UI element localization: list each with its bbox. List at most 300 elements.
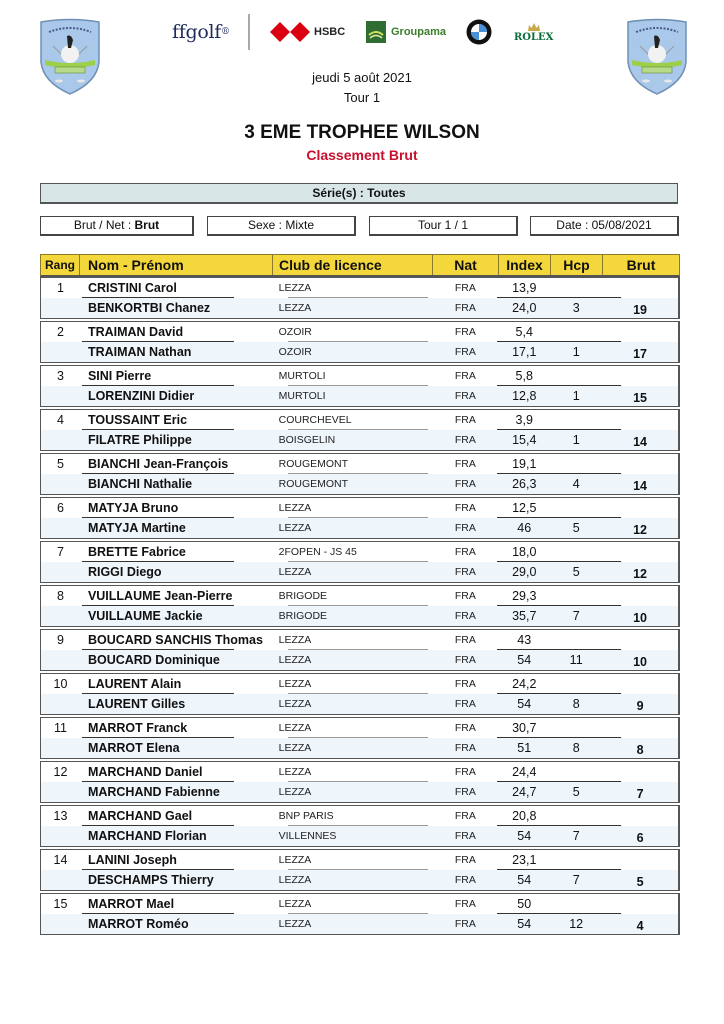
rank-cell — [41, 738, 80, 758]
table-row — [41, 454, 678, 474]
nationality-cell: FRA — [454, 918, 476, 930]
player-name-cell: MARCHAND Gael — [87, 809, 193, 823]
rank-cell: 15 — [53, 897, 68, 911]
club-cell: MURTOLI — [278, 390, 326, 402]
player-name-cell: MATYJA Bruno — [87, 501, 179, 515]
club-cell: ROUGEMONT — [278, 458, 349, 470]
player-name-cell: LANINI Joseph — [87, 853, 177, 867]
club-cell: OZOIR — [278, 326, 312, 338]
player-name-cell: VUILLAUME Jackie — [87, 609, 203, 623]
handicap-cell — [550, 630, 602, 650]
handicap-cell — [550, 410, 602, 430]
nationality-cell: FRA — [454, 370, 476, 382]
row-divider — [82, 693, 234, 694]
brut-score-cell — [602, 542, 678, 562]
table-row — [41, 850, 678, 870]
nationality-cell: FRA — [454, 830, 476, 842]
table-row — [41, 674, 678, 694]
handicap-cell: 3 — [572, 301, 580, 315]
handicap-cell: 4 — [572, 477, 580, 491]
player-name-cell: BIANCHI Jean-François — [87, 457, 229, 471]
index-cell: 24,4 — [512, 765, 537, 779]
table-row — [41, 718, 678, 738]
club-cell: MURTOLI — [278, 370, 326, 382]
team-group — [40, 277, 680, 319]
nationality-cell: FRA — [454, 502, 476, 514]
brut-score-cell: 19 — [633, 303, 648, 317]
table-row — [41, 606, 678, 626]
row-divider — [288, 605, 428, 606]
player-name-cell: MARCHAND Fabienne — [87, 785, 220, 799]
rank-cell — [41, 826, 80, 846]
filter-brut-net-value: Brut — [134, 218, 160, 232]
row-divider — [288, 869, 428, 870]
rank-cell — [41, 694, 80, 714]
row-divider — [288, 429, 428, 430]
row-divider — [497, 341, 621, 342]
series-bar: Série(s) : Toutes — [40, 183, 678, 204]
index-cell: 30,7 — [512, 721, 537, 735]
club-cell: LEZZA — [278, 854, 312, 866]
registered-mark: ® — [220, 27, 230, 37]
rolex-logo — [514, 12, 553, 52]
brut-score-cell — [602, 894, 678, 914]
row-divider — [497, 561, 621, 562]
index-cell: 3,9 — [515, 413, 533, 427]
nationality-cell: FRA — [454, 766, 476, 778]
row-divider — [288, 781, 428, 782]
row-divider — [82, 473, 234, 474]
groupama-icon — [366, 21, 386, 43]
club-cell: VILLENNES — [278, 830, 337, 842]
nationality-cell: FRA — [454, 654, 476, 666]
player-name-cell: BOUCARD SANCHIS Thomas — [87, 633, 263, 647]
player-name-cell: BRETTE Fabrice — [87, 545, 186, 559]
handicap-cell — [550, 762, 602, 782]
bmw-logo — [466, 12, 492, 52]
team-group — [40, 409, 680, 451]
table-row — [41, 298, 678, 318]
groupama-logo — [366, 12, 446, 52]
handicap-cell — [550, 586, 602, 606]
row-divider — [82, 649, 234, 650]
brut-score-cell: 10 — [633, 611, 648, 625]
table-row — [41, 366, 678, 386]
rank-cell: 3 — [56, 369, 64, 383]
rank-cell — [41, 474, 80, 494]
row-divider — [497, 737, 621, 738]
row-divider — [82, 517, 234, 518]
rank-cell: 1 — [56, 281, 64, 295]
player-name-cell: LAURENT Gilles — [87, 697, 186, 711]
brut-score-cell — [602, 454, 678, 474]
row-divider — [497, 781, 621, 782]
brut-score-cell — [602, 850, 678, 870]
club-cell: LEZZA — [278, 766, 312, 778]
club-cell: LEZZA — [278, 654, 312, 666]
index-cell: 35,7 — [512, 609, 537, 623]
brut-score-cell: 14 — [633, 435, 648, 449]
brut-score-cell — [602, 674, 678, 694]
club-cell: BNP PARIS — [278, 810, 334, 822]
index-cell: 12,5 — [512, 501, 537, 515]
rank-cell — [41, 562, 80, 582]
row-divider — [82, 869, 234, 870]
handicap-cell — [550, 278, 602, 298]
player-name-cell: MARROT Franck — [87, 721, 188, 735]
team-group — [40, 365, 680, 407]
table-row — [41, 694, 678, 714]
index-cell: 46 — [517, 521, 532, 535]
rank-cell: 9 — [56, 633, 64, 647]
brut-score-cell: 15 — [633, 391, 648, 405]
brut-score-cell — [602, 762, 678, 782]
index-cell: 5,8 — [515, 369, 533, 383]
sponsor-logos — [170, 12, 570, 52]
brut-score-cell: 7 — [636, 787, 644, 801]
club-cell: LEZZA — [278, 282, 312, 294]
nationality-cell: FRA — [454, 678, 476, 690]
table-row — [41, 914, 678, 934]
club-cell: LEZZA — [278, 566, 312, 578]
brut-score-cell: 8 — [636, 743, 644, 757]
brut-score-cell — [602, 630, 678, 650]
row-divider — [497, 869, 621, 870]
club-cell: LEZZA — [278, 742, 312, 754]
team-group — [40, 893, 680, 935]
player-name-cell: LORENZINI Didier — [87, 389, 195, 403]
brut-score-cell: 12 — [633, 523, 648, 537]
row-divider — [288, 561, 428, 562]
handicap-cell: 1 — [572, 433, 580, 447]
club-cell: BOISGELIN — [278, 434, 336, 446]
team-group — [40, 805, 680, 847]
row-divider — [82, 913, 234, 914]
nationality-cell: FRA — [454, 282, 476, 294]
handicap-cell — [550, 542, 602, 562]
nationality-cell: FRA — [454, 610, 476, 622]
club-cell: LEZZA — [278, 634, 312, 646]
table-row — [41, 342, 678, 362]
player-name-cell: VUILLAUME Jean-Pierre — [87, 589, 233, 603]
index-cell: 51 — [517, 741, 532, 755]
results-table — [40, 254, 680, 935]
player-name-cell: TRAIMAN David — [87, 325, 184, 339]
row-divider — [497, 605, 621, 606]
row-divider — [82, 737, 234, 738]
index-cell: 29,3 — [512, 589, 537, 603]
nationality-cell: FRA — [454, 414, 476, 426]
player-name-cell: MARCHAND Florian — [87, 829, 207, 843]
team-group — [40, 629, 680, 671]
rank-cell — [41, 606, 80, 626]
player-name-cell: MARCHAND Daniel — [87, 765, 203, 779]
team-group — [40, 541, 680, 583]
player-name-cell: RIGGI Diego — [87, 565, 162, 579]
index-cell: 54 — [517, 653, 532, 667]
brut-score-cell: 14 — [633, 479, 648, 493]
row-divider — [288, 341, 428, 342]
brut-score-cell: 4 — [636, 919, 644, 933]
player-name-cell: SINI Pierre — [87, 369, 152, 383]
nationality-cell: FRA — [454, 566, 476, 578]
brut-score-cell: 5 — [636, 875, 644, 889]
nationality-cell: FRA — [454, 874, 476, 886]
nationality-cell: FRA — [454, 434, 476, 446]
nationality-cell: FRA — [454, 478, 476, 490]
index-cell: 5,4 — [515, 325, 533, 339]
rolex-crown-icon — [527, 22, 541, 32]
index-cell: 12,8 — [512, 389, 537, 403]
handicap-cell — [550, 894, 602, 914]
player-name-cell: MARROT Roméo — [87, 917, 189, 931]
table-row — [41, 278, 678, 298]
handicap-cell: 11 — [569, 653, 583, 667]
rank-cell: 5 — [56, 457, 64, 471]
index-cell: 43 — [517, 633, 532, 647]
table-row — [41, 894, 678, 914]
row-divider — [497, 649, 621, 650]
table-row — [41, 542, 678, 562]
table-row — [41, 430, 678, 450]
index-cell: 19,1 — [512, 457, 537, 471]
table-row — [41, 630, 678, 650]
nationality-cell: FRA — [454, 854, 476, 866]
handicap-cell — [550, 850, 602, 870]
filter-date: Date : 05/08/2021 — [530, 216, 679, 236]
handicap-cell: 5 — [572, 785, 580, 799]
table-row — [41, 562, 678, 582]
index-cell: 54 — [517, 697, 532, 711]
handicap-cell: 8 — [572, 741, 580, 755]
row-divider — [288, 297, 428, 298]
row-divider — [288, 473, 428, 474]
row-divider — [82, 781, 234, 782]
club-cell: LEZZA — [278, 898, 312, 910]
table-row — [41, 518, 678, 538]
index-cell: 29,0 — [512, 565, 537, 579]
page-title: 3 EME TROPHEE WILSON — [244, 122, 480, 143]
column-header-nat: Nat — [433, 255, 499, 275]
index-cell: 23,1 — [512, 853, 537, 867]
club-cell: LEZZA — [278, 502, 312, 514]
handicap-cell — [550, 454, 602, 474]
club-cell: LEZZA — [278, 786, 312, 798]
rank-cell: 13 — [53, 809, 68, 823]
handicap-cell: 5 — [572, 521, 580, 535]
rank-cell — [41, 298, 80, 318]
rank-cell — [41, 650, 80, 670]
brut-score-cell: 17 — [633, 347, 648, 361]
table-row — [41, 386, 678, 406]
index-cell: 15,4 — [512, 433, 537, 447]
table-body — [40, 277, 680, 935]
rank-cell: 7 — [56, 545, 64, 559]
brut-score-cell — [602, 586, 678, 606]
team-group — [40, 761, 680, 803]
club-cell: BRIGODE — [278, 590, 328, 602]
rank-cell — [41, 342, 80, 362]
table-row — [41, 806, 678, 826]
filter-tour: Tour 1 / 1 — [369, 216, 518, 236]
rank-cell — [41, 914, 80, 934]
rank-cell: 14 — [53, 853, 68, 867]
row-divider — [497, 913, 621, 914]
filter-sexe: Sexe : Mixte — [207, 216, 356, 236]
club-cell: LEZZA — [278, 874, 312, 886]
handicap-cell: 5 — [572, 565, 580, 579]
nationality-cell: FRA — [454, 898, 476, 910]
rank-cell — [41, 782, 80, 802]
handicap-cell — [550, 322, 602, 342]
nationality-cell: FRA — [454, 634, 476, 646]
column-header-brut: Brut — [626, 257, 656, 273]
index-cell: 24,7 — [512, 785, 537, 799]
club-cell: LEZZA — [278, 522, 312, 534]
row-divider — [497, 825, 621, 826]
index-cell: 17,1 — [512, 345, 537, 359]
row-divider — [82, 825, 234, 826]
club-cell: LEZZA — [278, 302, 312, 314]
brut-score-cell — [602, 366, 678, 386]
handicap-cell — [550, 718, 602, 738]
nationality-cell: FRA — [454, 590, 476, 602]
club-cell: LEZZA — [278, 918, 312, 930]
row-divider — [497, 473, 621, 474]
brut-score-cell — [602, 806, 678, 826]
table-row — [41, 474, 678, 494]
club-cell: LEZZA — [278, 722, 312, 734]
bmw-roundel-icon — [466, 19, 492, 45]
row-divider — [288, 693, 428, 694]
rank-cell: 8 — [56, 589, 64, 603]
row-divider — [82, 429, 234, 430]
handicap-cell: 12 — [569, 917, 584, 931]
brut-score-cell: 10 — [633, 655, 648, 669]
row-divider — [288, 517, 428, 518]
row-divider — [497, 385, 621, 386]
filter-brut-net-label: Brut / Net : — [73, 218, 135, 232]
column-header-hcp: Hcp — [551, 255, 603, 275]
row-divider — [82, 605, 234, 606]
nationality-cell: FRA — [454, 742, 476, 754]
team-group — [40, 673, 680, 715]
club-cell: BRIGODE — [278, 610, 328, 622]
handicap-cell: 7 — [572, 609, 580, 623]
club-cell: LEZZA — [278, 698, 312, 710]
brut-score-cell — [602, 498, 678, 518]
page-subtitle: Classement Brut — [306, 147, 418, 163]
rank-cell: 11 — [53, 721, 67, 735]
hsbc-hexagon-icon — [270, 22, 310, 42]
rank-cell: 10 — [53, 677, 68, 691]
team-group — [40, 849, 680, 891]
table-row — [41, 826, 678, 846]
row-divider — [82, 341, 234, 342]
index-cell: 18,0 — [512, 545, 537, 559]
player-name-cell: LAURENT Alain — [87, 677, 182, 691]
event-round: Tour 1 — [343, 90, 381, 105]
table-row — [41, 738, 678, 758]
ffgolf-logo — [172, 12, 230, 52]
brut-score-cell: 12 — [633, 567, 648, 581]
rank-cell — [41, 518, 80, 538]
index-cell: 24,0 — [512, 301, 537, 315]
index-cell: 26,3 — [512, 477, 537, 491]
rank-cell — [41, 386, 80, 406]
player-name-cell: TOUSSAINT Eric — [87, 413, 188, 427]
player-name-cell: FILATRE Philippe — [87, 433, 192, 447]
row-divider — [288, 649, 428, 650]
nationality-cell: FRA — [454, 786, 476, 798]
player-name-cell: MATYJA Martine — [87, 521, 186, 535]
team-group — [40, 717, 680, 759]
club-cell: OZOIR — [278, 346, 312, 358]
brut-score-cell — [602, 278, 678, 298]
brut-score-cell: 9 — [636, 699, 644, 713]
nationality-cell: FRA — [454, 698, 476, 710]
handicap-cell: 1 — [572, 389, 580, 403]
row-divider — [82, 297, 234, 298]
handicap-cell — [550, 498, 602, 518]
nationality-cell: FRA — [454, 458, 476, 470]
player-name-cell: BOUCARD Dominique — [87, 653, 220, 667]
brut-score-cell: 6 — [636, 831, 644, 845]
team-group — [40, 585, 680, 627]
nationality-cell: FRA — [454, 302, 476, 314]
row-divider — [497, 429, 621, 430]
brut-score-cell — [602, 322, 678, 342]
table-row — [41, 870, 678, 890]
table-row — [41, 410, 678, 430]
handicap-cell — [550, 674, 602, 694]
row-divider — [288, 385, 428, 386]
table-row — [41, 498, 678, 518]
index-cell: 54 — [517, 829, 532, 843]
club-cell: LEZZA — [278, 678, 312, 690]
column-header-club: Club de licence — [273, 255, 433, 275]
rolex-text: ROLEX — [514, 31, 554, 43]
hsbc-text: HSBC — [314, 26, 346, 38]
filter-brut-net — [40, 216, 194, 236]
column-header-index: Index — [499, 255, 551, 275]
club-cell: ROUGEMONT — [278, 478, 349, 490]
nationality-cell: FRA — [454, 546, 476, 558]
rank-cell: 12 — [53, 765, 68, 779]
rank-cell — [41, 430, 80, 450]
table-row — [41, 762, 678, 782]
row-divider — [288, 913, 428, 914]
column-header-rang: Rang — [41, 255, 80, 275]
handicap-cell — [550, 366, 602, 386]
index-cell: 24,2 — [512, 677, 537, 691]
table-header — [40, 254, 680, 277]
row-divider — [497, 517, 621, 518]
nationality-cell: FRA — [454, 810, 476, 822]
player-name-cell: MARROT Mael — [87, 897, 175, 911]
nationality-cell: FRA — [454, 722, 476, 734]
nationality-cell: FRA — [454, 390, 476, 402]
index-cell: 54 — [517, 873, 532, 887]
groupama-text: Groupama — [391, 26, 447, 38]
row-divider — [82, 385, 234, 386]
nationality-cell: FRA — [454, 522, 476, 534]
rank-cell — [41, 870, 80, 890]
rank-cell: 2 — [56, 325, 64, 339]
index-cell: 50 — [517, 897, 532, 911]
club-cell: COURCHEVEL — [278, 414, 352, 426]
player-name-cell: CRISTINI Carol — [87, 281, 177, 295]
